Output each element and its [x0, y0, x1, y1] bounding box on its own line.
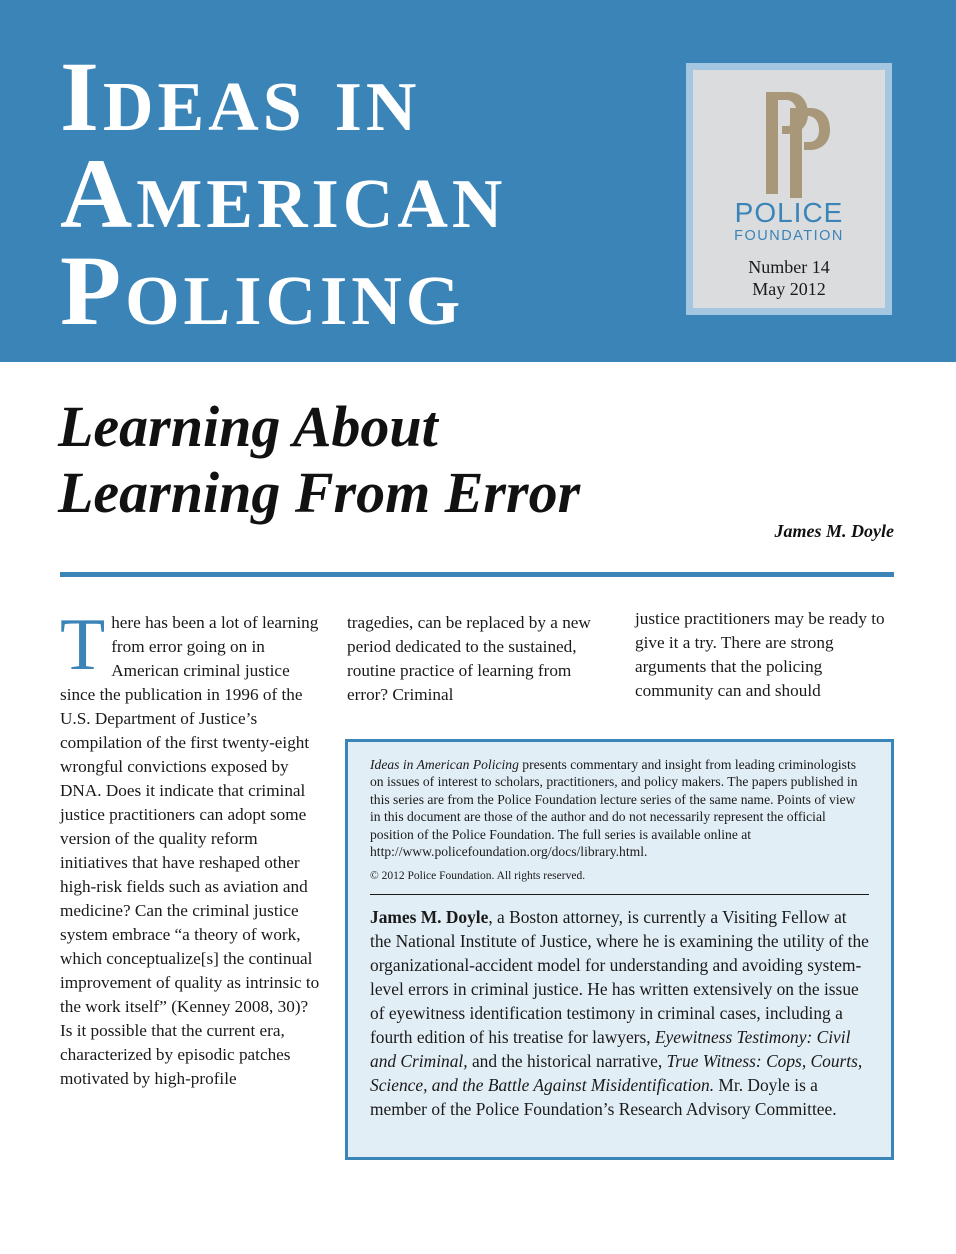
body-text: tragedies, can be replaced by a new period dedicated to the sustained, routine practice of learning from error? Criminal — [347, 613, 591, 704]
logo-name: POLICE — [734, 197, 844, 228]
title-divider — [60, 572, 894, 577]
logo-panel — [693, 70, 885, 308]
series-title-line: American — [60, 138, 507, 249]
series-title-line: Policing — [60, 235, 465, 346]
drop-cap: T — [60, 604, 106, 686]
article-title-line: Learning About — [58, 394, 438, 459]
series-title-line: Ideas in — [60, 41, 421, 152]
body-column-2 — [347, 611, 609, 707]
series-title — [60, 41, 680, 346]
info-divider — [370, 894, 869, 895]
book-title: True Witness: Cops, Courts, Science, and the Battle Against Misidentification. — [370, 1051, 863, 1096]
body-column-1 — [60, 604, 320, 1091]
series-description-text: presents commentary and insight from leading criminologists on issues of interest to scholars, practitioners, and policy makers. The papers published in this series are from the Police Foundation lecture series of the same name. Points of view in this document are those of the author and do not necessarily represent the official position of the Police Foundation. The full series is available online at http://www.policefoundation.org/docs/library.html. — [370, 757, 858, 860]
copyright-notice: © 2012 Police Foundation. All rights reserved. — [370, 870, 586, 883]
body-column-3 — [635, 607, 897, 703]
series-info-box — [345, 739, 894, 1160]
logo-subtitle: FOUNDATION — [734, 228, 844, 244]
pf-monogram-icon — [758, 86, 836, 204]
series-description — [370, 756, 869, 860]
issue-date: May 2012 — [752, 279, 826, 299]
article-title-line: Learning From Error — [58, 460, 581, 525]
bio-text: , a Boston attorney, is currently a Visiting Fellow at the National Institute of Justice, where he is examining the utility of the organizational-accident model for understanding and avoiding system-level errors in criminal justice. He has written extensively on the issue of eyewitness identification testimony in criminal cases, including a fourth edition of his treatise for lawyers, — [370, 907, 869, 1048]
bio-text: Mr. Doyle is a member of the Police Foundation’s Research Advisory Committee. — [370, 1075, 837, 1120]
article-title — [58, 394, 738, 526]
bio-author-name: James M. Doyle — [370, 907, 489, 928]
author-byline: James M. Doyle — [774, 521, 894, 541]
bio-text: and the historical narrative, — [467, 1051, 667, 1072]
issue-number: Number 14 — [748, 257, 830, 277]
series-name: Ideas in American Policing — [370, 757, 519, 772]
book-title: Eyewitness Testimony: Civil and Criminal, — [370, 1027, 851, 1072]
header-banner — [0, 0, 956, 362]
author-bio — [370, 905, 869, 1121]
body-text: here has been a lot of learning from error going on in American criminal justice since the publication in 1996 of the U.S. Department of Justice’s compilation of the first twenty-eight wrongful convictions exposed by DNA. Does it indicate that criminal justice practitioners can adopt some version of the quality reform initiatives that have reshaped other high-risk fields such as aviation and medicine? Can the criminal justice system embrace “a theory of work, which conceptualize[s] the continual improvement of quality as intrinsic to the work itself” (Kenney 2008, 30)? Is it possible that the current era, characterized by episodic patches motivated by high-profile — [60, 613, 320, 1088]
police-foundation-logo-box — [686, 63, 892, 315]
body-text: justice practitioners may be ready to give it a try. There are strong arguments that the policing community can and should — [635, 609, 885, 700]
